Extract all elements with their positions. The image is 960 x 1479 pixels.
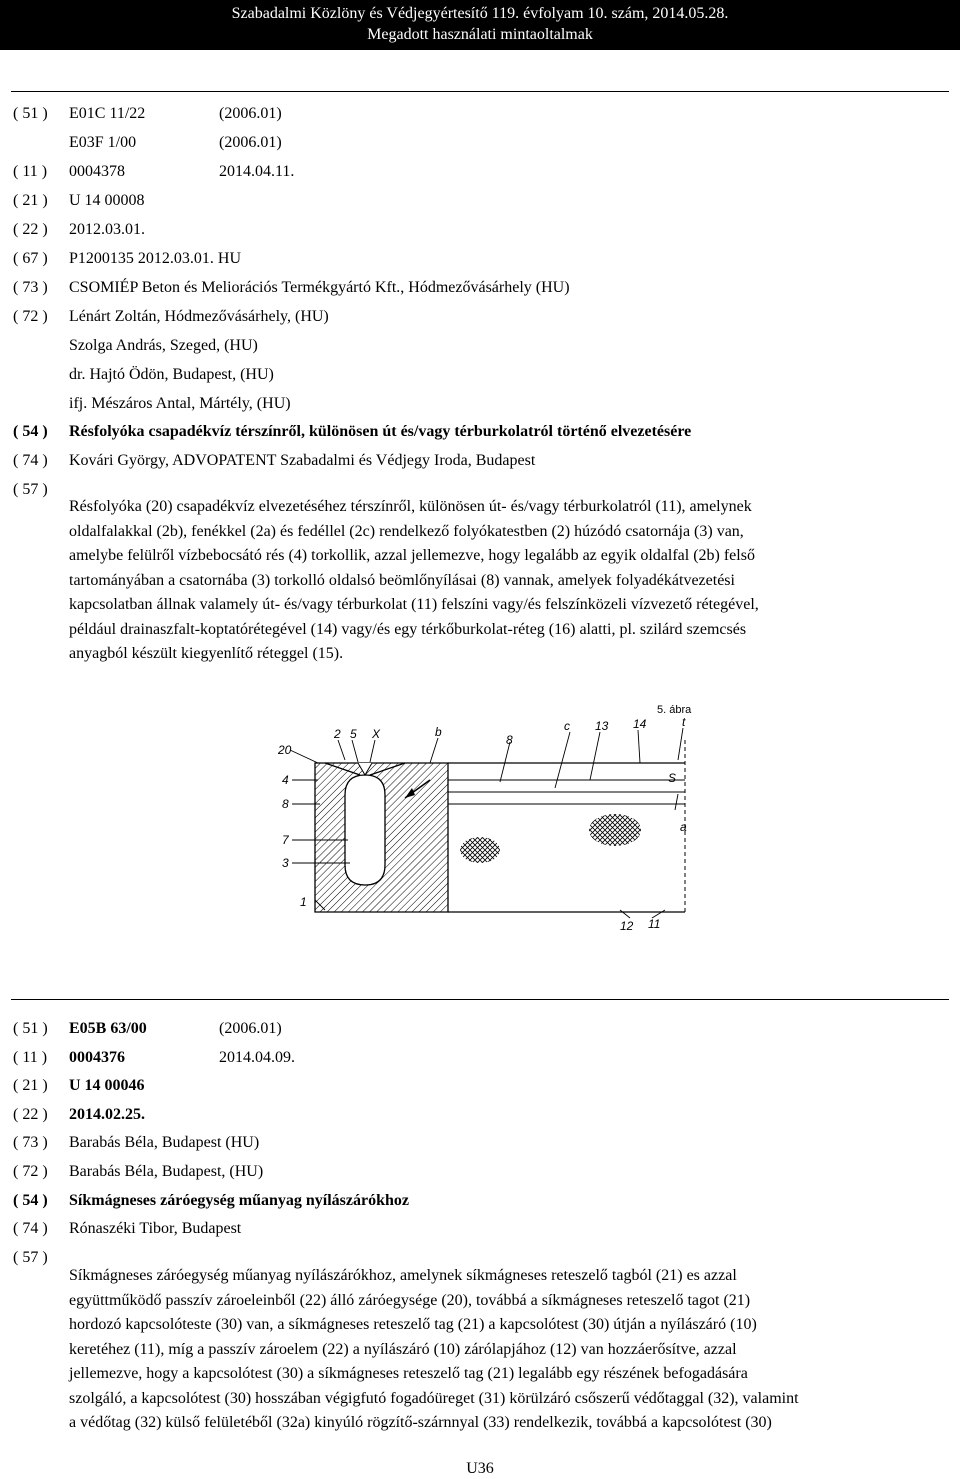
- abstract: [69, 1264, 889, 1436]
- registration-date: 2014.04.09.: [219, 1049, 295, 1066]
- utility-model-title: Résfolyóka csapadékvíz térszínről, különösen út és/vagy térburkolatról történő elvezetésére: [69, 423, 692, 440]
- application-number: U 14 00046: [69, 1077, 145, 1094]
- inid-code: ( 21 ): [13, 1077, 48, 1094]
- drainage-channel-figure: [270, 700, 700, 935]
- label-x: X: [372, 727, 381, 741]
- filing-date: 2014.02.25.: [69, 1106, 145, 1123]
- inventor: Szolga András, Szeged, (HU): [69, 337, 258, 354]
- ipc-class: E01C 11/22: [69, 105, 146, 122]
- agent: Rónaszéki Tibor, Budapest: [69, 1220, 242, 1237]
- application-number: U 14 00008: [69, 192, 145, 209]
- label-7: 7: [282, 833, 289, 847]
- label-5: 5: [350, 727, 357, 741]
- abstract-line: hordozó kapcsolóteste (30) van, a síkmágneses reteszelő tag (21) a kapcsolótest (30) útján a nyílászáró (10): [69, 1316, 757, 1333]
- inid-code: ( 21 ): [13, 192, 48, 209]
- technical-drawing: [270, 700, 700, 935]
- inventor: Barabás Béla, Budapest, (HU): [69, 1163, 264, 1180]
- section-title: Megadott használati mintaoltalmak: [367, 26, 593, 43]
- ipc-class: E03F 1/00: [69, 134, 137, 151]
- abstract-line: keretéhez (11), míg a passzív zároelem (22) a nyílászáró (10) zárólapjához (12) van hozzáerősítve, azzal: [69, 1340, 737, 1358]
- journal-title: Szabadalmi Közlöny és Védjegyértesítő 119. évfolyam 10. szám, 2014.05.28.: [231, 5, 729, 22]
- label-3: 3: [282, 856, 289, 870]
- agent: Kovári György, ADVOPATENT Szabadalmi és Védjegy Iroda, Budapest: [69, 452, 536, 469]
- inid-code: ( 22 ): [13, 1106, 48, 1123]
- abstract-line: a védőtag (32) külső felületéből (32a) kinyúló rögzítő-szárnnyal (33) rendelkezik, továbbá a kapcsolótest (30): [69, 1414, 772, 1431]
- abstract-line: Résfolyóka (20) csapadékvíz elvezetéséhez térszínről, különösen út- és/vagy térburkolatról (11), amelynek: [69, 498, 752, 515]
- page-header: [0, 0, 960, 50]
- label-s: S: [668, 771, 677, 785]
- ipc-version: (2006.01): [219, 105, 282, 122]
- inid-code: ( 51 ): [13, 105, 48, 122]
- abstract-line: oldalfalakkal (2b), fenékkel (2a) és fedéllel (2c) rendelkező folyókatestben (2) húzódó csatornája (3) van,: [69, 522, 744, 540]
- inid-code: ( 73 ): [13, 1134, 48, 1151]
- inid-code: ( 22 ): [13, 221, 48, 238]
- channel-cavity: [345, 775, 385, 885]
- ipc-class: E05B 63/00: [69, 1020, 147, 1037]
- priority: P1200135 2012.03.01. HU: [69, 250, 242, 267]
- label-t: t: [682, 715, 686, 729]
- abstract-line: kapcsolatban állnak valamely út- és/vagy térburkolat (11) felszíni vagy/és felszínközeli vízvezető rétegével,: [69, 596, 759, 613]
- figure-caption: 5. ábra: [657, 704, 692, 716]
- abstract-line: tartományában a csatornába (3) torkolló oldalsó beömlőnyílásai (8) vannak, amelyek folyadékátvezetési: [69, 571, 735, 589]
- owner: Barabás Béla, Budapest (HU): [69, 1134, 260, 1151]
- label-20: 20: [278, 743, 292, 757]
- filing-date: 2012.03.01.: [69, 221, 145, 238]
- label-4: 4: [282, 773, 289, 787]
- label-13: 13: [595, 719, 609, 733]
- abstract-line: például drainaszfalt-koptatórétegével (14) vagy/és egy térkőburkolat-réteg (16) alatti, pl. szilárd szemcsés: [69, 620, 747, 638]
- registration-number: 0004376: [69, 1049, 125, 1066]
- label-a: a: [680, 820, 687, 834]
- label-c: c: [564, 719, 570, 733]
- label-11: 11: [648, 917, 661, 931]
- abstract-line: együttműködő passzív zároeleinből (22) álló záróegysége (20), továbbá a síkmágneses reteszelő tagot (21): [69, 1291, 751, 1309]
- inid-code: ( 74 ): [13, 452, 48, 469]
- ipc-version: (2006.01): [219, 1020, 282, 1037]
- inid-code: ( 54 ): [13, 423, 48, 440]
- label-1: 1: [300, 895, 307, 909]
- registration-number: 0004378: [69, 163, 125, 180]
- inventor: ifj. Mészáros Antal, Mártély, (HU): [69, 395, 291, 412]
- label-8: 8: [506, 733, 513, 747]
- abstract-line: amelybe felülről vízbebocsátó rés (4) torkollik, azzal jellemezve, hogy legalább az egyik oldalfal (2b) felső: [69, 547, 755, 564]
- abstract: [69, 495, 889, 667]
- label-b: b: [435, 725, 442, 739]
- registration-date: 2014.04.11.: [219, 163, 295, 180]
- inid-code: ( 67 ): [13, 250, 48, 267]
- inventor: Lénárt Zoltán, Hódmezővásárhely, (HU): [69, 308, 329, 325]
- label-2: 2: [334, 727, 341, 741]
- inid-code: ( 57 ): [13, 481, 48, 498]
- abstract-line: Síkmágneses záróegység műanyag nyílászárókhoz, amelynek síkmágneses reteszelő tagból (21) es azzal: [69, 1267, 737, 1284]
- entry-separator: [11, 91, 949, 92]
- aggregate-patch: [460, 837, 500, 863]
- page-number: U36: [466, 1460, 494, 1477]
- abstract-line: szolgáló, a kapcsolótest (30) hosszában végigfutó fogadóüreget (31) körülzáró csőszerű védőtaggal (32), valamint: [69, 1389, 799, 1407]
- inid-code: ( 54 ): [13, 1192, 48, 1209]
- label-14: 14: [633, 717, 647, 731]
- inventor: dr. Hajtó Ödön, Budapest, (HU): [69, 366, 274, 383]
- abstract-line: anyagból készült kiegyenlítő réteggel (15).: [69, 645, 344, 662]
- owner: CSOMIÉP Beton és Meliorációs Termékgyártó Kft., Hódmezővásárhely (HU): [69, 279, 570, 296]
- inid-code: ( 51 ): [13, 1020, 48, 1037]
- inid-code: ( 72 ): [13, 1163, 48, 1180]
- inid-code: ( 73 ): [13, 279, 48, 296]
- entry-separator: [11, 999, 949, 1000]
- inid-code: ( 72 ): [13, 308, 48, 325]
- abstract-line: jellemezve, hogy a kapcsolótest (30) a síkmágneses reteszelő tag (21) legalább egy részének befogadására: [69, 1365, 748, 1382]
- label-12: 12: [620, 919, 634, 933]
- inid-code: ( 74 ): [13, 1220, 48, 1237]
- inid-code: ( 11 ): [13, 1049, 48, 1066]
- label-8b: 8: [282, 797, 289, 811]
- inid-code: ( 11 ): [13, 163, 48, 180]
- inid-code: ( 57 ): [13, 1249, 48, 1266]
- utility-model-title: Síkmágneses záróegység műanyag nyílászárókhoz: [69, 1192, 409, 1209]
- ipc-version: (2006.01): [219, 134, 282, 151]
- aggregate-patch: [589, 814, 641, 846]
